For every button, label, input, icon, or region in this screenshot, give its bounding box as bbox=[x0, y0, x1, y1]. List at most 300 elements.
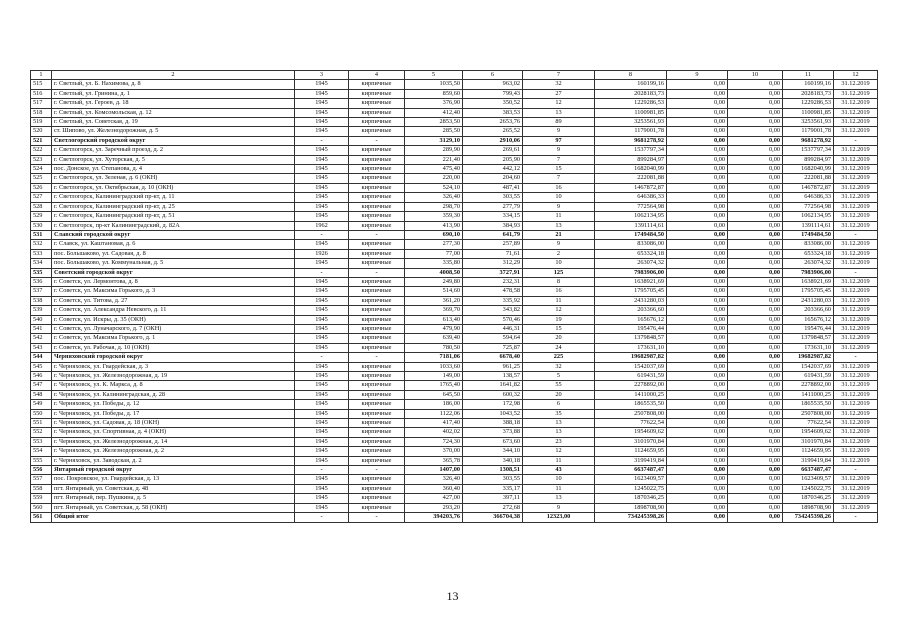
table-cell: 285,50 bbox=[405, 127, 463, 136]
table-cell: Общий итог bbox=[52, 513, 295, 522]
table-cell: 0,00 bbox=[728, 249, 783, 258]
table-cell: 1945 bbox=[295, 287, 349, 296]
table-cell: 517 bbox=[31, 99, 52, 108]
table-cell: 1945 bbox=[295, 212, 349, 221]
table-cell: 31.12.2019 bbox=[834, 456, 878, 465]
table-cell: кирпичные bbox=[349, 287, 405, 296]
table-cell: 0,00 bbox=[667, 409, 728, 418]
table-cell: 32 bbox=[523, 362, 595, 371]
table-row bbox=[31, 155, 878, 164]
table-cell: 19682987,82 bbox=[783, 353, 834, 362]
table-cell: 1945 bbox=[295, 277, 349, 286]
table-cell: - bbox=[295, 136, 349, 145]
table-cell: 1954609,62 bbox=[595, 428, 667, 437]
table-cell: 0,00 bbox=[728, 99, 783, 108]
table-cell: г. Светлогорск, ул. Зеленая, д. 6 (ОКН) bbox=[52, 174, 295, 183]
table-cell: 645,50 bbox=[405, 390, 463, 399]
table-cell: 272,68 bbox=[463, 503, 523, 512]
table-cell: 343,82 bbox=[463, 306, 523, 315]
table-cell: 0,00 bbox=[728, 240, 783, 249]
table-cell: 359,30 bbox=[405, 212, 463, 221]
table-cell: кирпичные bbox=[349, 456, 405, 465]
table-cell: 12 bbox=[523, 99, 595, 108]
table-cell: 32 bbox=[523, 80, 595, 89]
table-cell: 527 bbox=[31, 193, 52, 202]
table-cell: 31.12.2019 bbox=[834, 296, 878, 305]
table-cell: кирпичные bbox=[349, 259, 405, 268]
column-number-cell: 6 bbox=[463, 71, 523, 80]
table-cell: 31.12.2019 bbox=[834, 343, 878, 352]
table-cell: г. Светлый, ул. Б. Нахимова, д. 8 bbox=[52, 80, 295, 89]
table-cell: 165676,12 bbox=[595, 315, 667, 324]
table-cell: 619431,59 bbox=[595, 372, 667, 381]
table-cell: 734245398,26 bbox=[783, 513, 834, 522]
table-cell: 641,79 bbox=[463, 230, 523, 239]
table-cell: 277,79 bbox=[463, 202, 523, 211]
table-cell: 553 bbox=[31, 437, 52, 446]
table-cell: 1682040,99 bbox=[783, 165, 834, 174]
table-cell: 383,53 bbox=[463, 108, 523, 117]
table-cell: 0,00 bbox=[667, 475, 728, 484]
table-cell: 7983906,00 bbox=[783, 268, 834, 277]
table-cell: 546 bbox=[31, 372, 52, 381]
table-cell: кирпичные bbox=[349, 165, 405, 174]
table-cell: 361,20 bbox=[405, 296, 463, 305]
table-cell: 417,40 bbox=[405, 419, 463, 428]
table-cell: 1945 bbox=[295, 381, 349, 390]
table-cell: г. Советск, ул. Искры, д. 35 (ОКН) bbox=[52, 315, 295, 324]
table-cell: 0,00 bbox=[728, 221, 783, 230]
table-cell: 1945 bbox=[295, 108, 349, 117]
page-number: 13 bbox=[446, 589, 459, 603]
table-cell: 232,31 bbox=[463, 277, 523, 286]
table-cell: 31.12.2019 bbox=[834, 400, 878, 409]
table-cell: 1765,40 bbox=[405, 381, 463, 390]
table-cell: кирпичные bbox=[349, 108, 405, 117]
table-cell: 373,88 bbox=[463, 428, 523, 437]
table-cell: 402,02 bbox=[405, 428, 463, 437]
table-cell: кирпичные bbox=[349, 372, 405, 381]
table-cell: 125 bbox=[523, 268, 595, 277]
table-cell: 1379848,57 bbox=[783, 334, 834, 343]
table-cell: 1623409,57 bbox=[595, 475, 667, 484]
table-cell: 31.12.2019 bbox=[834, 174, 878, 183]
table-cell: 561 bbox=[31, 513, 52, 522]
table-cell: г. Черняховск, ул. Садовая, д. 18 (ОКН) bbox=[52, 419, 295, 428]
table-cell: 531 bbox=[31, 230, 52, 239]
table-cell: 0,00 bbox=[667, 456, 728, 465]
table-cell: 833086,00 bbox=[595, 240, 667, 249]
table-cell: 1100981,85 bbox=[783, 108, 834, 117]
table-cell: 344,10 bbox=[463, 447, 523, 456]
table-cell: 1865535,50 bbox=[783, 400, 834, 409]
table-cell: 559 bbox=[31, 494, 52, 503]
column-number-cell: 11 bbox=[783, 71, 834, 80]
table-row bbox=[31, 174, 878, 183]
table-cell: 2431280,03 bbox=[783, 296, 834, 305]
table-cell: кирпичные bbox=[349, 503, 405, 512]
table-cell: кирпичные bbox=[349, 390, 405, 399]
table-row bbox=[31, 324, 878, 333]
table-cell: 0,00 bbox=[728, 400, 783, 409]
table-cell: 173631,10 bbox=[783, 343, 834, 352]
table-cell: 31.12.2019 bbox=[834, 89, 878, 98]
table-cell: 3199419,84 bbox=[783, 456, 834, 465]
table-cell: кирпичные bbox=[349, 400, 405, 409]
table-cell: 799,43 bbox=[463, 89, 523, 98]
table-cell: 1062134,95 bbox=[783, 212, 834, 221]
table-cell: 1638921,69 bbox=[595, 277, 667, 286]
table-cell: 724,30 bbox=[405, 437, 463, 446]
table-cell: 350,52 bbox=[463, 99, 523, 108]
table-cell: 2028183,73 bbox=[595, 89, 667, 98]
subtotal-row bbox=[31, 466, 878, 475]
table-cell: кирпичные bbox=[349, 362, 405, 371]
table-cell: 149,00 bbox=[405, 372, 463, 381]
table-cell: 0,00 bbox=[667, 287, 728, 296]
table-cell: 0,00 bbox=[667, 230, 728, 239]
table-cell: кирпичные bbox=[349, 277, 405, 286]
table-cell: 31.12.2019 bbox=[834, 277, 878, 286]
table-cell: г. Черняховск, ул. Железнодорожная, д. 19 bbox=[52, 372, 295, 381]
table-cell: 1795705,45 bbox=[783, 287, 834, 296]
table-cell: 519 bbox=[31, 118, 52, 127]
table-cell: 899284,97 bbox=[783, 155, 834, 164]
table-row bbox=[31, 249, 878, 258]
table-cell: пгт. Янтарный, ул. Советская, д. 58 (ОКН) bbox=[52, 503, 295, 512]
table-cell: 203366,60 bbox=[783, 306, 834, 315]
table-cell: - bbox=[295, 466, 349, 475]
table-cell: 8 bbox=[523, 277, 595, 286]
table-cell: 536 bbox=[31, 277, 52, 286]
table-cell: 0,00 bbox=[728, 259, 783, 268]
table-cell: 1945 bbox=[295, 334, 349, 343]
table-cell: 10 bbox=[523, 475, 595, 484]
table-cell: 0,00 bbox=[667, 108, 728, 117]
table-cell: г. Светлый, ул. Гринина, д. 1 bbox=[52, 89, 295, 98]
table-cell: 0,00 bbox=[667, 136, 728, 145]
table-cell: 1179001,78 bbox=[595, 127, 667, 136]
table-cell: 31.12.2019 bbox=[834, 146, 878, 155]
table-cell: 1945 bbox=[295, 324, 349, 333]
table-cell: 6637487,47 bbox=[595, 466, 667, 475]
table-cell: 0,00 bbox=[667, 381, 728, 390]
table-cell: 77,00 bbox=[405, 249, 463, 258]
table-cell: 619431,59 bbox=[783, 372, 834, 381]
table-cell: кирпичные bbox=[349, 296, 405, 305]
table-cell: 1411000,25 bbox=[783, 390, 834, 399]
table-cell: 1898708,90 bbox=[783, 503, 834, 512]
table-cell: - bbox=[295, 353, 349, 362]
table-cell: 20 bbox=[523, 390, 595, 399]
table-cell: 397,11 bbox=[463, 494, 523, 503]
table-cell: кирпичные bbox=[349, 381, 405, 390]
table-cell: 31.12.2019 bbox=[834, 381, 878, 390]
table-cell: 31.12.2019 bbox=[834, 484, 878, 493]
table-cell: кирпичные bbox=[349, 146, 405, 155]
table-cell: 1229286,53 bbox=[783, 99, 834, 108]
table-cell: 0,00 bbox=[667, 193, 728, 202]
table-cell: 0,00 bbox=[728, 80, 783, 89]
table-cell: 528 bbox=[31, 202, 52, 211]
table-cell: 1945 bbox=[295, 475, 349, 484]
table-cell: г. Советск, ул. Лермонтова, д. 8 bbox=[52, 277, 295, 286]
table-cell: 0,00 bbox=[728, 353, 783, 362]
table-cell: 6637487,47 bbox=[783, 466, 834, 475]
table-cell: 388,18 bbox=[463, 419, 523, 428]
table-cell: 12 bbox=[523, 306, 595, 315]
table-cell: 2028183,73 bbox=[783, 89, 834, 98]
table-cell: 394203,76 bbox=[405, 513, 463, 522]
table-row bbox=[31, 362, 878, 371]
table-row bbox=[31, 193, 878, 202]
table-cell: 594,64 bbox=[463, 334, 523, 343]
table-cell: - bbox=[295, 268, 349, 277]
table-cell: кирпичные bbox=[349, 80, 405, 89]
table-cell: 442,12 bbox=[463, 165, 523, 174]
table-cell: 160199,16 bbox=[595, 80, 667, 89]
column-number-cell: 2 bbox=[52, 71, 295, 80]
table-row bbox=[31, 484, 878, 493]
table-cell: 2853,50 bbox=[405, 118, 463, 127]
table-cell: 0,00 bbox=[728, 484, 783, 493]
table-cell: 0,00 bbox=[728, 287, 783, 296]
table-cell: - bbox=[834, 513, 878, 522]
table-cell: 3101970,84 bbox=[595, 437, 667, 446]
table-cell: 7 bbox=[523, 174, 595, 183]
table-cell: Светлогорский городской округ bbox=[52, 136, 295, 145]
table-cell: 21 bbox=[523, 230, 595, 239]
table-cell: - bbox=[349, 353, 405, 362]
table-cell: кирпичные bbox=[349, 343, 405, 352]
table-cell: пос. Большаково, ул. Коммунальная, д. 5 bbox=[52, 259, 295, 268]
table-row bbox=[31, 503, 878, 512]
table-row bbox=[31, 287, 878, 296]
table-row bbox=[31, 315, 878, 324]
table-cell: 326,40 bbox=[405, 193, 463, 202]
table-cell: 479,90 bbox=[405, 324, 463, 333]
table-cell: 0,00 bbox=[728, 268, 783, 277]
table-cell: 195476,44 bbox=[595, 324, 667, 333]
table-cell: 1898708,90 bbox=[595, 503, 667, 512]
table-cell: 0,00 bbox=[667, 80, 728, 89]
column-number-cell: 5 bbox=[405, 71, 463, 80]
table-cell: 1945 bbox=[295, 409, 349, 418]
table-cell: 530 bbox=[31, 221, 52, 230]
table-cell: - bbox=[834, 136, 878, 145]
table-cell: 475,40 bbox=[405, 165, 463, 174]
table-row bbox=[31, 146, 878, 155]
table-cell: 1062134,95 bbox=[595, 212, 667, 221]
table-row bbox=[31, 409, 878, 418]
table-cell: 203366,60 bbox=[595, 306, 667, 315]
table-cell: 1962 bbox=[295, 221, 349, 230]
table-cell: г. Светлогорск, ул. Заречный проезд, д. 2 bbox=[52, 146, 295, 155]
table-cell: 97 bbox=[523, 136, 595, 145]
table-cell: 24 bbox=[523, 343, 595, 352]
table-cell: 529 bbox=[31, 212, 52, 221]
table-cell: 1537797,34 bbox=[595, 146, 667, 155]
table-cell: 0,00 bbox=[728, 409, 783, 418]
table-cell: 0,00 bbox=[667, 127, 728, 136]
table-cell: г. Светлогорск, Калининградский пр-кт, д. 25 bbox=[52, 202, 295, 211]
column-number-row bbox=[31, 71, 878, 80]
table-cell: 31.12.2019 bbox=[834, 372, 878, 381]
table-cell: 1749484,50 bbox=[783, 230, 834, 239]
table-cell: 31.12.2019 bbox=[834, 221, 878, 230]
table-cell: 15 bbox=[523, 324, 595, 333]
table-cell: г. Светлогорск, ул. Хуторская, д. 5 bbox=[52, 155, 295, 164]
table-cell: 639,40 bbox=[405, 334, 463, 343]
table-cell: 0,00 bbox=[728, 296, 783, 305]
table-cell: 545 bbox=[31, 362, 52, 371]
table-cell: 360,40 bbox=[405, 484, 463, 493]
table-cell: г. Советск, ул. Титова, д. 27 bbox=[52, 296, 295, 305]
table-cell: 1467872,87 bbox=[783, 183, 834, 192]
table-cell: 0,00 bbox=[728, 428, 783, 437]
table-cell: 532 bbox=[31, 240, 52, 249]
table-cell: 204,60 bbox=[463, 174, 523, 183]
table-cell: 89 bbox=[523, 118, 595, 127]
table-cell: 11 bbox=[523, 212, 595, 221]
table-cell: 16 bbox=[523, 183, 595, 192]
table-cell: 31.12.2019 bbox=[834, 494, 878, 503]
table-cell: 312,29 bbox=[463, 259, 523, 268]
table-cell: 0,00 bbox=[728, 390, 783, 399]
table-cell: 31.12.2019 bbox=[834, 165, 878, 174]
table-cell: 0,00 bbox=[667, 400, 728, 409]
table-cell: 0,00 bbox=[667, 259, 728, 268]
table-cell: 554 bbox=[31, 447, 52, 456]
table-cell: 0,00 bbox=[667, 334, 728, 343]
table-cell: кирпичные bbox=[349, 428, 405, 437]
table-cell: 0,00 bbox=[667, 268, 728, 277]
table-cell: 0,00 bbox=[728, 108, 783, 117]
table-cell: 31.12.2019 bbox=[834, 475, 878, 484]
table-cell: 3253561,93 bbox=[783, 118, 834, 127]
table-cell: 0,00 bbox=[667, 165, 728, 174]
table-cell: кирпичные bbox=[349, 221, 405, 230]
table-cell: 0,00 bbox=[728, 127, 783, 136]
table-cell: 195476,44 bbox=[783, 324, 834, 333]
table-cell: 0,00 bbox=[667, 466, 728, 475]
table-cell: 31.12.2019 bbox=[834, 334, 878, 343]
table-cell: Янтарный городской округ bbox=[52, 466, 295, 475]
table-cell: 12323,00 bbox=[523, 513, 595, 522]
table-cell: 556 bbox=[31, 466, 52, 475]
table-cell: 552 bbox=[31, 428, 52, 437]
table-cell: 369,70 bbox=[405, 306, 463, 315]
table-cell: пгт. Янтарный, ул. Советская, д. 48 bbox=[52, 484, 295, 493]
table-cell: Советский городской округ bbox=[52, 268, 295, 277]
table-cell: кирпичные bbox=[349, 419, 405, 428]
table-cell: 31.12.2019 bbox=[834, 503, 878, 512]
table-cell: 1945 bbox=[295, 99, 349, 108]
table-cell: кирпичные bbox=[349, 249, 405, 258]
table-cell: 518 bbox=[31, 108, 52, 117]
column-number-cell: 1 bbox=[31, 71, 52, 80]
table-cell: 31.12.2019 bbox=[834, 99, 878, 108]
subtotal-row bbox=[31, 136, 878, 145]
table-cell: 2653,76 bbox=[463, 118, 523, 127]
table-cell: 555 bbox=[31, 456, 52, 465]
table-row bbox=[31, 183, 878, 192]
column-number-cell: 12 bbox=[834, 71, 878, 80]
table-cell: 534 bbox=[31, 259, 52, 268]
table-cell: 1391114,61 bbox=[595, 221, 667, 230]
table-cell: 384,93 bbox=[463, 221, 523, 230]
table-cell: г. Черняховск, ул. Калининградская, д. 28 bbox=[52, 390, 295, 399]
table-cell: кирпичные bbox=[349, 183, 405, 192]
table-cell: 526 bbox=[31, 183, 52, 192]
table-cell: 1945 bbox=[295, 428, 349, 437]
table-cell: 0,00 bbox=[667, 484, 728, 493]
table-cell: кирпичные bbox=[349, 334, 405, 343]
table-cell: 0,00 bbox=[728, 513, 783, 522]
table-cell: 31.12.2019 bbox=[834, 287, 878, 296]
table-cell: 31.12.2019 bbox=[834, 390, 878, 399]
table-cell: 548 bbox=[31, 390, 52, 399]
table-cell: 0,00 bbox=[728, 466, 783, 475]
table-cell: 1945 bbox=[295, 240, 349, 249]
register-sheet bbox=[30, 70, 877, 523]
table-cell: 0,00 bbox=[667, 324, 728, 333]
table-cell: пос. Покровское, ул. Гвардейская, д. 13 bbox=[52, 475, 295, 484]
table-cell: 27 bbox=[523, 89, 595, 98]
table-row bbox=[31, 108, 878, 117]
table-cell: 13 bbox=[523, 494, 595, 503]
table-cell: 55 bbox=[523, 381, 595, 390]
table-cell: 9 bbox=[523, 127, 595, 136]
table-cell: 16 bbox=[523, 287, 595, 296]
table-row bbox=[31, 456, 878, 465]
table-cell: 1179001,78 bbox=[783, 127, 834, 136]
table-cell: 31.12.2019 bbox=[834, 437, 878, 446]
table-cell: 7 bbox=[523, 155, 595, 164]
table-cell: г. Советск, ул. Максима Горького, д. 3 bbox=[52, 287, 295, 296]
table-cell: 1945 bbox=[295, 419, 349, 428]
table-cell: г. Черняховск, ул. Железнодорожная, д. 2 bbox=[52, 447, 295, 456]
table-cell: 516 bbox=[31, 89, 52, 98]
table-cell: кирпичные bbox=[349, 127, 405, 136]
table-cell: - bbox=[834, 466, 878, 475]
table-cell: 1229286,53 bbox=[595, 99, 667, 108]
table-cell: кирпичные bbox=[349, 409, 405, 418]
table-cell: 0,00 bbox=[667, 183, 728, 192]
table-cell: 1945 bbox=[295, 183, 349, 192]
table-cell: 1945 bbox=[295, 306, 349, 315]
table-cell: 31.12.2019 bbox=[834, 249, 878, 258]
table-row bbox=[31, 165, 878, 174]
table-cell: кирпичные bbox=[349, 494, 405, 503]
table-cell: 0,00 bbox=[728, 324, 783, 333]
table-cell: 1865535,50 bbox=[595, 400, 667, 409]
table-row bbox=[31, 240, 878, 249]
table-cell: 370,00 bbox=[405, 447, 463, 456]
table-cell: 186,00 bbox=[405, 400, 463, 409]
table-cell: 20 bbox=[523, 334, 595, 343]
table-cell: 2507808,00 bbox=[595, 409, 667, 418]
table-row bbox=[31, 343, 878, 352]
table-cell: 71,61 bbox=[463, 249, 523, 258]
table-cell: 77622,54 bbox=[783, 419, 834, 428]
table-cell: 376,90 bbox=[405, 99, 463, 108]
table-cell: 1100981,85 bbox=[595, 108, 667, 117]
table-cell: 220,00 bbox=[405, 174, 463, 183]
table-cell: 1641,82 bbox=[463, 381, 523, 390]
table-cell: 7181,06 bbox=[405, 353, 463, 362]
table-cell: 0,00 bbox=[667, 155, 728, 164]
